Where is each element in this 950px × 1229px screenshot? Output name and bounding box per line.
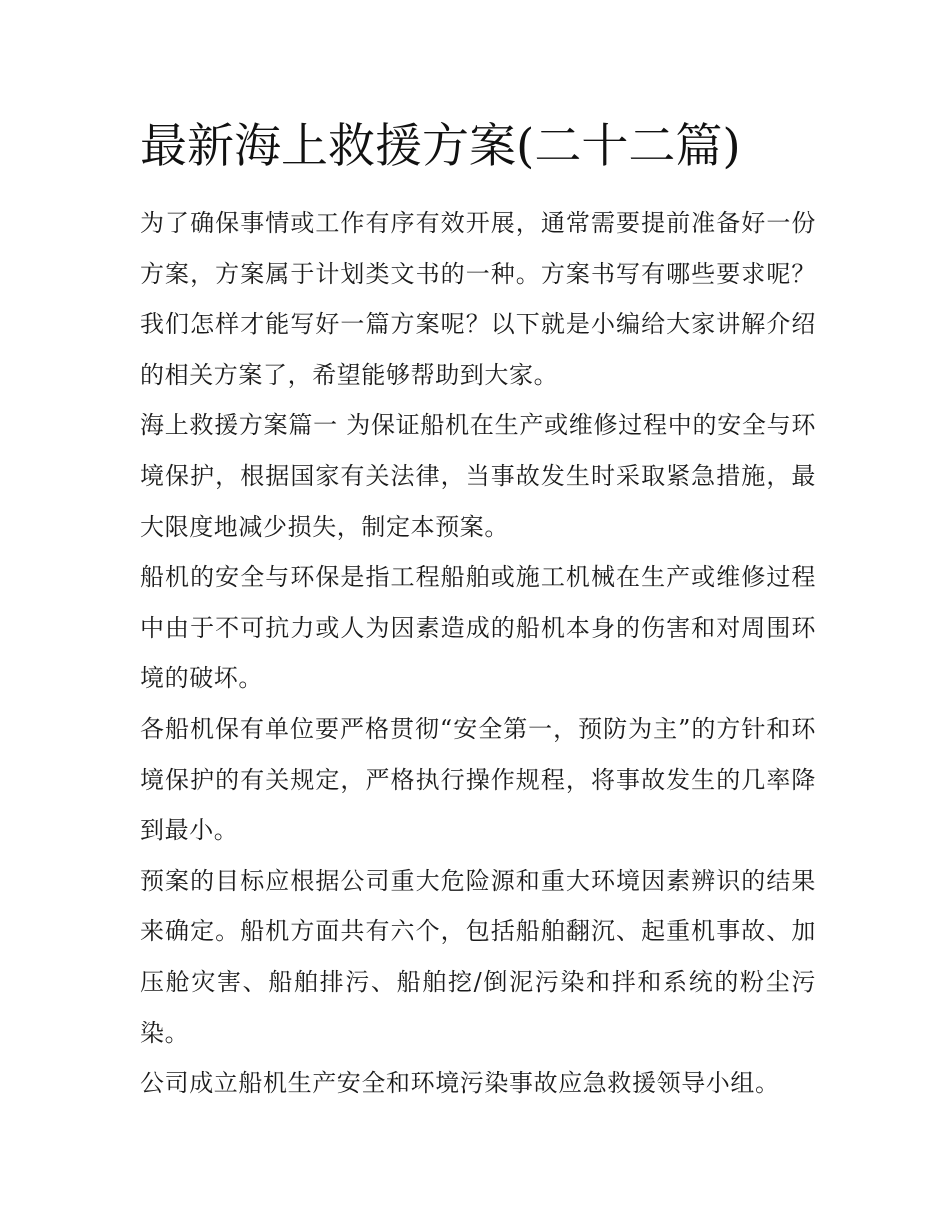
paragraph-definition: 船机的安全与环保是指工程船舶或施工机械在生产或维修过程中由于不可抗力或人为因素造成的船机本身的伤害和对周围环境的破坏。 <box>140 563 816 693</box>
paragraph-policy: 各船机保有单位要严格贯彻“安全第一，预防为主”的方针和环境保护的有关规定，严格执行操作规程，将事故发生的几率降到最小。 <box>140 714 816 845</box>
paragraph-leadership: 公司成立船机生产安全和环境污染事故应急救援领导小组。 <box>140 1069 780 1098</box>
document-body <box>140 198 816 1109</box>
paragraph-plan-one: 海上救援方案篇一 为保证船机在生产或维修过程中的安全与环境保护，根据国家有关法律，当事故发生时采取紧急措施，最大限度地减少损失，制定本预案。 <box>140 411 816 541</box>
paragraph-intro: 为了确保事情或工作有序有效开展，通常需要提前准备好一份方案，方案属于计划类文书的一种。方案书写有哪些要求呢？我们怎样才能写好一篇方案呢？以下就是小编给大家讲解介绍的相关方案了，希望能够帮助到大家。 <box>140 209 816 389</box>
paragraph-targets: 预案的目标应根据公司重大危险源和重大环境因素辨识的结果来确定。船机方面共有六个，包括船舶翻沉、起重机事故、加压舱灾害、船舶排污、船舶挖/倒泥污染和拌和系统的粉尘污染。 <box>140 866 816 1047</box>
document-title: 最新海上救援方案(二十二篇) <box>140 119 741 174</box>
